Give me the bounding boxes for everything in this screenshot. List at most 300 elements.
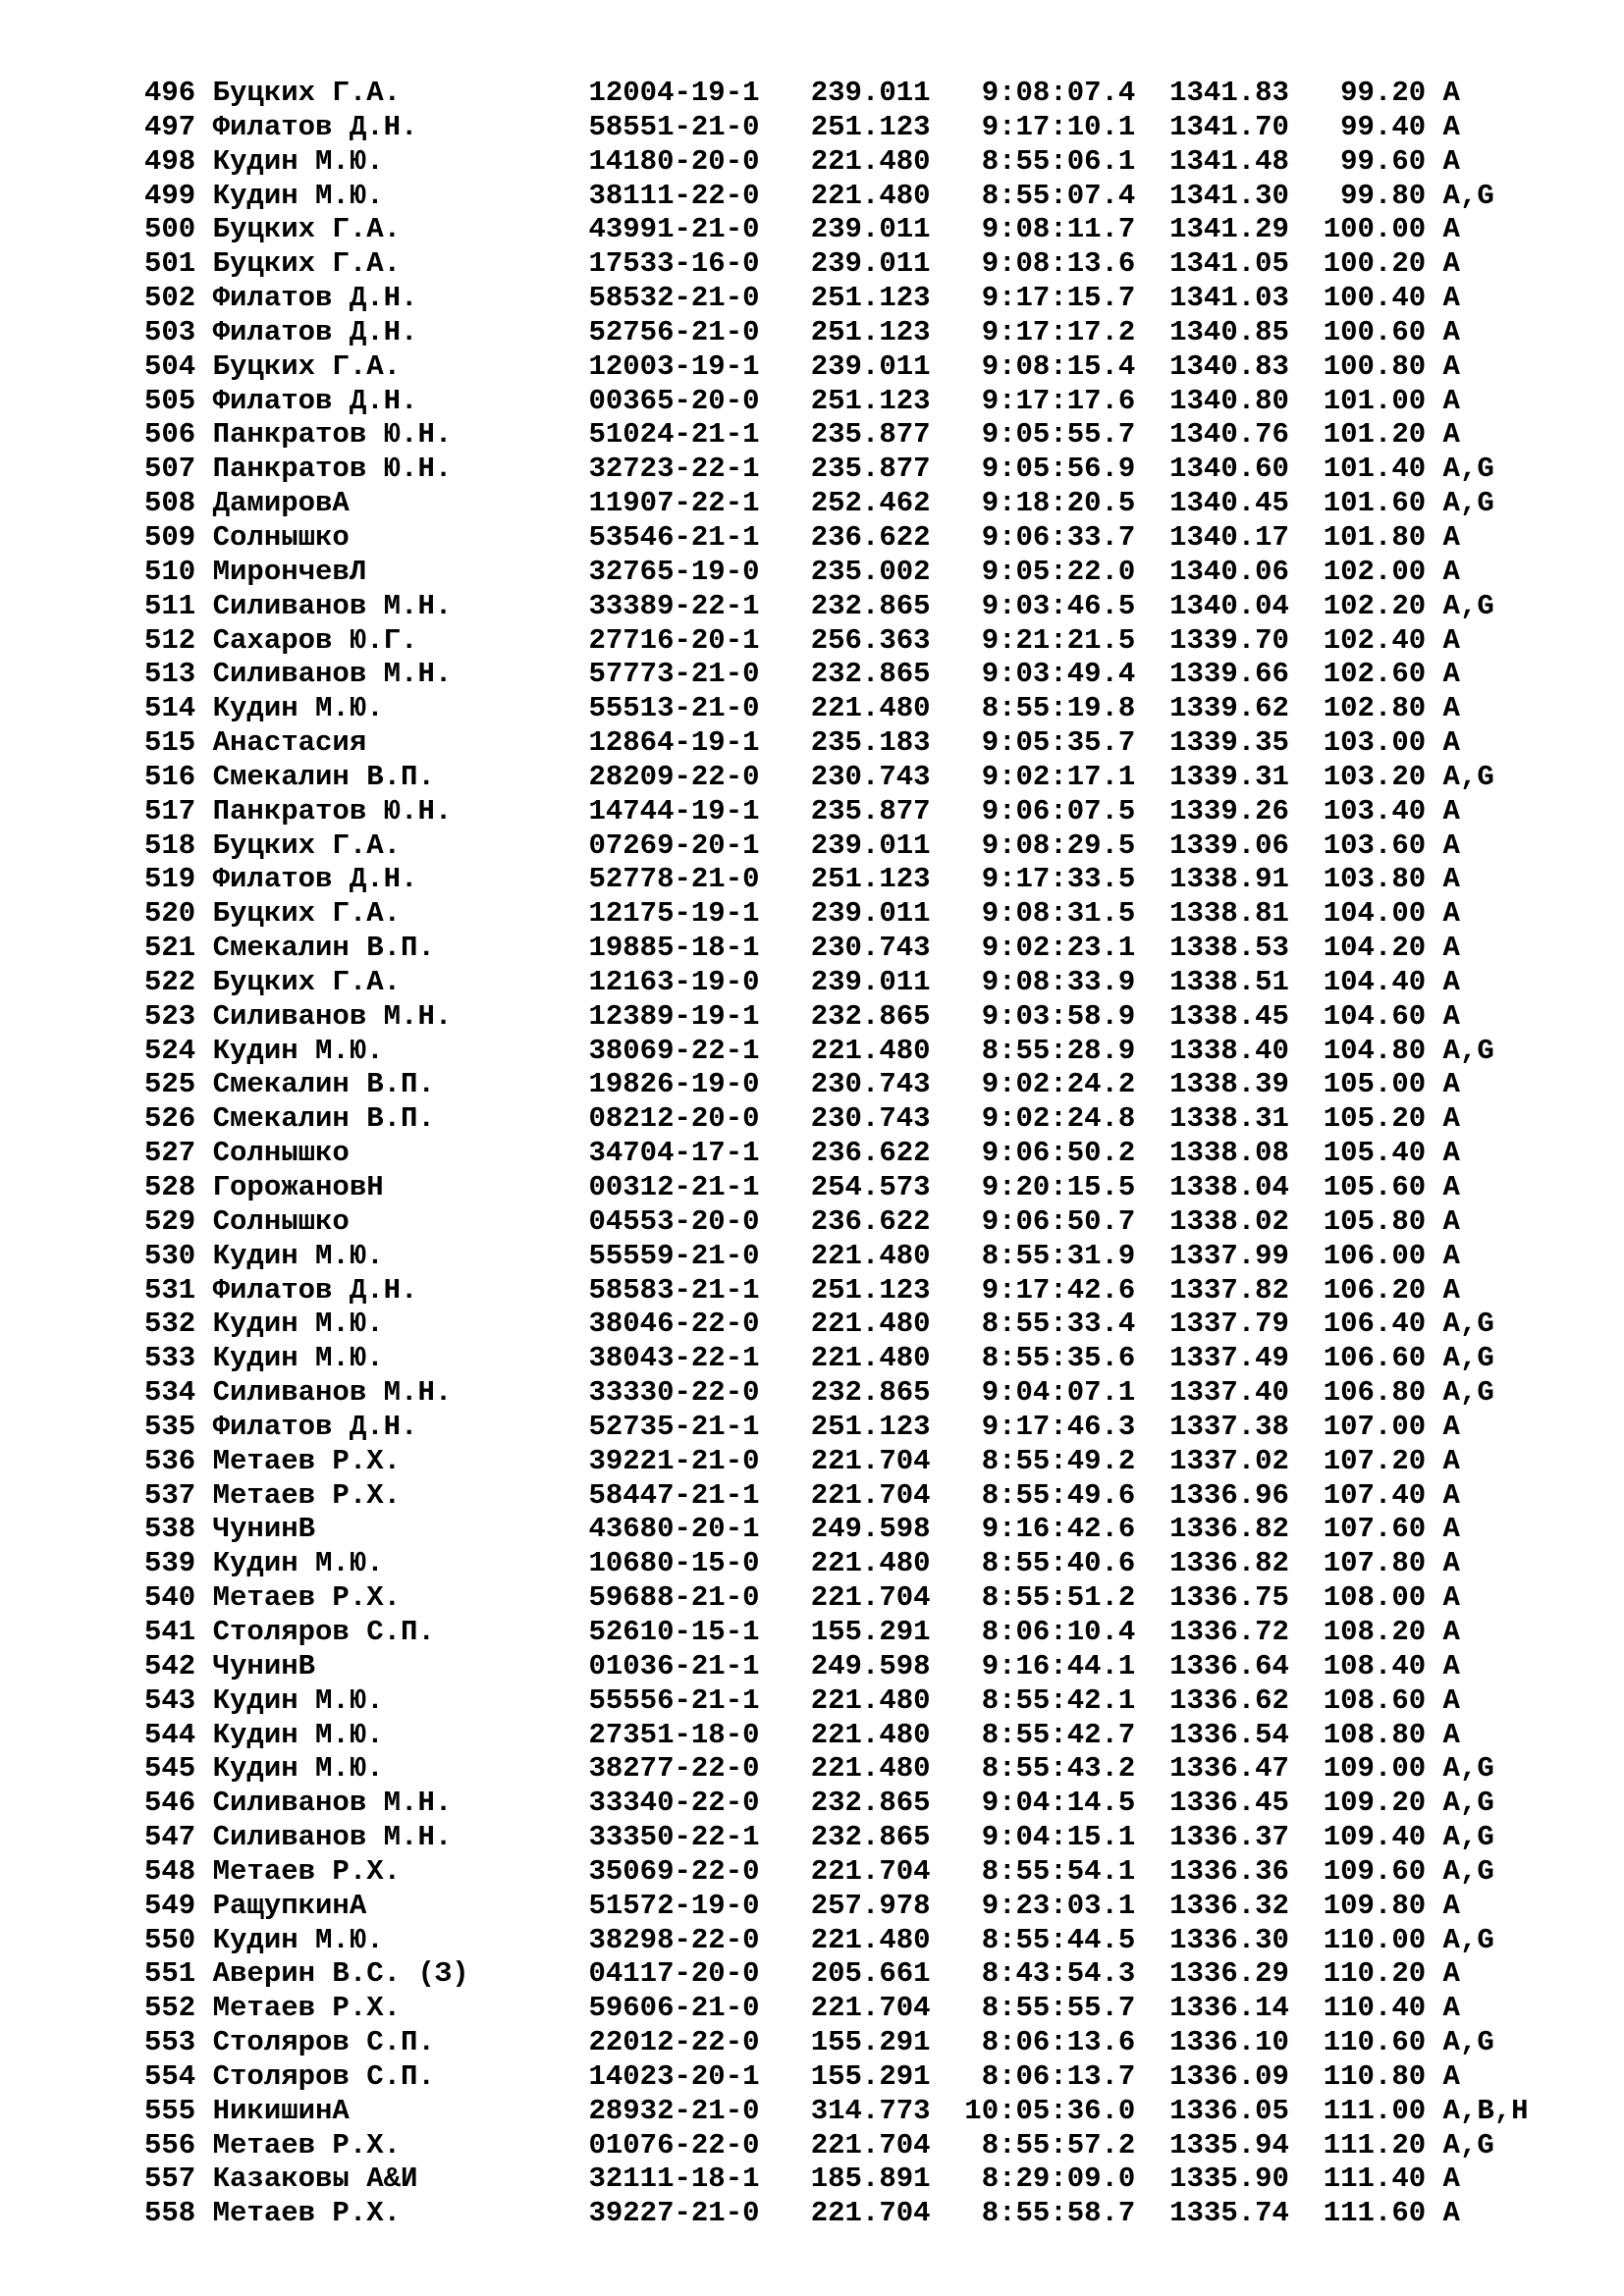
row-distance: 251.123 bbox=[810, 110, 931, 143]
row-distance: 239.011 bbox=[810, 213, 931, 246]
row-speed: 1336.64 bbox=[1169, 1649, 1289, 1682]
row-place: 542 bbox=[144, 1649, 196, 1682]
row-points: 100.80 bbox=[1323, 349, 1427, 383]
row-ring: 19826-19-0 bbox=[588, 1068, 760, 1101]
row-name: Сахаров Ю.Г. bbox=[212, 623, 418, 657]
row-place: 544 bbox=[144, 1718, 196, 1751]
table-row bbox=[144, 180, 1545, 214]
row-name: Панкратов Ю.Н. bbox=[212, 794, 453, 828]
row-flags: A bbox=[1442, 726, 1460, 760]
row-flags: A bbox=[1442, 1171, 1460, 1203]
row-flags: A bbox=[1442, 1410, 1460, 1443]
row-flags: A,G bbox=[1442, 1787, 1494, 1820]
row-flags: A bbox=[1442, 932, 1460, 965]
row-ring: 10680-15-0 bbox=[588, 1547, 760, 1580]
row-flags: A bbox=[1442, 384, 1460, 417]
row-speed: 1340.76 bbox=[1169, 418, 1289, 452]
row-flags: A bbox=[1442, 2059, 1460, 2093]
row-distance: 230.743 bbox=[810, 1068, 931, 1101]
table-row bbox=[144, 2197, 1545, 2231]
table-row bbox=[144, 1308, 1545, 1342]
row-points: 101.60 bbox=[1323, 487, 1427, 520]
row-flags: A bbox=[1442, 623, 1460, 657]
row-flags: A,G bbox=[1442, 2026, 1494, 2059]
row-name: Силиванов М.Н. bbox=[212, 1376, 453, 1410]
row-flags: A bbox=[1442, 1615, 1460, 1648]
row-flags: A bbox=[1442, 418, 1460, 452]
row-ring: 38043-22-1 bbox=[588, 1342, 760, 1375]
row-ring: 32111-18-1 bbox=[588, 2163, 760, 2196]
row-place: 530 bbox=[144, 1239, 196, 1272]
row-points: 107.80 bbox=[1323, 1547, 1427, 1580]
row-name: Кудин М.Ю. bbox=[212, 1718, 384, 1751]
row-points: 101.00 bbox=[1323, 384, 1427, 417]
table-row bbox=[144, 145, 1545, 180]
row-flags: A,G bbox=[1442, 453, 1494, 486]
row-distance: 249.598 bbox=[810, 1649, 931, 1682]
row-place: 499 bbox=[144, 179, 196, 212]
row-place: 528 bbox=[144, 1171, 196, 1203]
row-flags: A bbox=[1442, 1547, 1460, 1580]
row-flags: A bbox=[1442, 1649, 1460, 1682]
row-ring: 58532-21-0 bbox=[588, 282, 760, 315]
table-row bbox=[144, 521, 1545, 556]
row-name: Буцких Г.А. bbox=[212, 349, 402, 383]
row-distance: 221.704 bbox=[810, 1854, 931, 1888]
row-points: 106.80 bbox=[1323, 1376, 1427, 1410]
row-time: 9:08:15.4 bbox=[981, 349, 1136, 383]
row-points: 101.20 bbox=[1323, 418, 1427, 452]
row-ring: 33330-22-0 bbox=[588, 1376, 760, 1410]
row-ring: 22012-22-0 bbox=[588, 2026, 760, 2059]
row-points: 108.40 bbox=[1323, 1649, 1427, 1682]
row-speed: 1338.02 bbox=[1169, 1204, 1289, 1238]
row-place: 515 bbox=[144, 726, 196, 760]
row-points: 105.80 bbox=[1323, 1204, 1427, 1238]
row-ring: 14180-20-0 bbox=[588, 144, 760, 178]
row-points: 106.60 bbox=[1323, 1342, 1427, 1375]
row-speed: 1339.66 bbox=[1169, 658, 1289, 691]
row-time: 9:05:56.9 bbox=[981, 453, 1136, 486]
row-points: 111.60 bbox=[1323, 2197, 1427, 2230]
row-name: Кудин М.Ю. bbox=[212, 1034, 384, 1067]
row-ring: 53546-21-1 bbox=[588, 520, 760, 554]
row-time: 8:55:44.5 bbox=[981, 1923, 1136, 1956]
row-distance: 236.622 bbox=[810, 520, 931, 554]
row-place: 518 bbox=[144, 828, 196, 862]
row-speed: 1336.72 bbox=[1169, 1615, 1289, 1648]
row-flags: A,G bbox=[1442, 1923, 1494, 1956]
row-ring: 28932-21-0 bbox=[588, 2094, 760, 2127]
row-time: 9:06:33.7 bbox=[981, 520, 1136, 554]
row-name: Метаев Р.Х. bbox=[212, 2128, 402, 2162]
table-row bbox=[144, 77, 1545, 111]
row-place: 550 bbox=[144, 1923, 196, 1956]
row-place: 549 bbox=[144, 1889, 196, 1922]
row-flags: A bbox=[1442, 1478, 1460, 1512]
row-ring: 00365-20-0 bbox=[588, 384, 760, 417]
row-place: 553 bbox=[144, 2026, 196, 2059]
row-time: 9:04:07.1 bbox=[981, 1376, 1136, 1410]
row-points: 106.40 bbox=[1323, 1308, 1427, 1341]
row-speed: 1341.03 bbox=[1169, 282, 1289, 315]
row-time: 8:55:49.2 bbox=[981, 1444, 1136, 1477]
row-speed: 1338.51 bbox=[1169, 965, 1289, 998]
row-distance: 221.704 bbox=[810, 2128, 931, 2162]
row-flags: A bbox=[1442, 1273, 1460, 1307]
row-place: 529 bbox=[144, 1204, 196, 1238]
row-speed: 1340.60 bbox=[1169, 453, 1289, 486]
table-row bbox=[144, 692, 1545, 726]
row-ring: 14744-19-1 bbox=[588, 794, 760, 828]
row-time: 9:04:14.5 bbox=[981, 1787, 1136, 1820]
row-points: 109.00 bbox=[1323, 1752, 1427, 1786]
row-time: 8:06:13.7 bbox=[981, 2059, 1136, 2093]
row-flags: A bbox=[1442, 315, 1460, 348]
row-flags: A bbox=[1442, 77, 1460, 109]
row-time: 8:55:55.7 bbox=[981, 1992, 1136, 2025]
row-speed: 1340.17 bbox=[1169, 520, 1289, 554]
row-points: 109.60 bbox=[1323, 1854, 1427, 1888]
row-name: ГорожановН bbox=[212, 1171, 384, 1203]
row-distance: 221.480 bbox=[810, 1683, 931, 1717]
row-place: 520 bbox=[144, 897, 196, 931]
row-name: Кудин М.Ю. bbox=[212, 144, 384, 178]
row-flags: A bbox=[1442, 1957, 1460, 1991]
row-distance: 249.598 bbox=[810, 1513, 931, 1546]
row-speed: 1336.30 bbox=[1169, 1923, 1289, 1956]
table-row bbox=[144, 1890, 1545, 1924]
row-distance: 257.978 bbox=[810, 1889, 931, 1922]
row-points: 111.20 bbox=[1323, 2128, 1427, 2162]
row-distance: 251.123 bbox=[810, 384, 931, 417]
row-place: 554 bbox=[144, 2059, 196, 2093]
row-speed: 1336.45 bbox=[1169, 1787, 1289, 1820]
row-speed: 1339.26 bbox=[1169, 794, 1289, 828]
row-distance: 230.743 bbox=[810, 1102, 931, 1136]
row-speed: 1338.40 bbox=[1169, 1034, 1289, 1067]
row-speed: 1336.05 bbox=[1169, 2094, 1289, 2127]
row-points: 104.40 bbox=[1323, 965, 1427, 998]
row-distance: 221.704 bbox=[810, 1444, 931, 1477]
row-name: Кудин М.Ю. bbox=[212, 1547, 384, 1580]
row-flags: A,B,H bbox=[1442, 2094, 1529, 2127]
row-ring: 38111-22-0 bbox=[588, 179, 760, 212]
row-distance: 251.123 bbox=[810, 1410, 931, 1443]
table-row bbox=[144, 1855, 1545, 1890]
row-ring: 12003-19-1 bbox=[588, 349, 760, 383]
row-flags: A bbox=[1442, 1683, 1460, 1717]
row-distance: 239.011 bbox=[810, 897, 931, 931]
row-place: 539 bbox=[144, 1547, 196, 1580]
table-row bbox=[144, 2026, 1545, 2060]
row-name: Филатов Д.Н. bbox=[212, 1273, 418, 1307]
row-speed: 1340.04 bbox=[1169, 589, 1289, 622]
row-speed: 1339.35 bbox=[1169, 726, 1289, 760]
row-ring: 38069-22-1 bbox=[588, 1034, 760, 1067]
row-name: Кудин М.Ю. bbox=[212, 692, 384, 725]
row-place: 519 bbox=[144, 863, 196, 896]
row-name: Метаев Р.Х. bbox=[212, 1854, 402, 1888]
row-time: 9:17:17.6 bbox=[981, 384, 1136, 417]
row-points: 102.40 bbox=[1323, 623, 1427, 657]
row-time: 9:23:03.1 bbox=[981, 1889, 1136, 1922]
row-flags: A bbox=[1442, 1137, 1460, 1170]
row-time: 8:55:33.4 bbox=[981, 1308, 1136, 1341]
row-distance: 239.011 bbox=[810, 965, 931, 998]
row-points: 102.00 bbox=[1323, 555, 1427, 588]
row-place: 558 bbox=[144, 2197, 196, 2230]
row-ring: 07269-20-1 bbox=[588, 828, 760, 862]
row-time: 8:55:06.1 bbox=[981, 144, 1136, 178]
row-points: 102.60 bbox=[1323, 658, 1427, 691]
row-ring: 33340-22-0 bbox=[588, 1787, 760, 1820]
row-speed: 1335.94 bbox=[1169, 2128, 1289, 2162]
row-points: 110.20 bbox=[1323, 1957, 1427, 1991]
row-flags: A bbox=[1442, 1102, 1460, 1136]
row-name: Метаев Р.Х. bbox=[212, 2197, 402, 2230]
row-points: 101.40 bbox=[1323, 453, 1427, 486]
table-row bbox=[144, 1616, 1545, 1650]
row-distance: 239.011 bbox=[810, 77, 931, 109]
row-distance: 221.480 bbox=[810, 1923, 931, 1956]
table-row bbox=[144, 1411, 1545, 1445]
row-place: 525 bbox=[144, 1068, 196, 1101]
table-row bbox=[144, 932, 1545, 966]
row-distance: 256.363 bbox=[810, 623, 931, 657]
row-points: 109.40 bbox=[1323, 1821, 1427, 1854]
row-flags: A bbox=[1442, 520, 1460, 554]
row-ring: 35069-22-0 bbox=[588, 1854, 760, 1888]
table-row bbox=[144, 556, 1545, 590]
row-place: 502 bbox=[144, 282, 196, 315]
row-points: 104.20 bbox=[1323, 932, 1427, 965]
table-row bbox=[144, 795, 1545, 829]
row-flags: A bbox=[1442, 828, 1460, 862]
row-time: 8:55:31.9 bbox=[981, 1239, 1136, 1272]
row-points: 100.60 bbox=[1323, 315, 1427, 348]
row-place: 522 bbox=[144, 965, 196, 998]
row-flags: A bbox=[1442, 1581, 1460, 1615]
table-row bbox=[144, 247, 1545, 282]
row-time: 9:02:24.2 bbox=[981, 1068, 1136, 1101]
row-time: 9:17:15.7 bbox=[981, 282, 1136, 315]
row-place: 541 bbox=[144, 1615, 196, 1648]
row-points: 111.00 bbox=[1323, 2094, 1427, 2127]
row-time: 9:04:15.1 bbox=[981, 1821, 1136, 1854]
row-flags: A bbox=[1442, 555, 1460, 588]
row-ring: 01036-21-1 bbox=[588, 1649, 760, 1682]
row-points: 109.80 bbox=[1323, 1889, 1427, 1922]
table-row bbox=[144, 1102, 1545, 1137]
row-ring: 51572-19-0 bbox=[588, 1889, 760, 1922]
table-row bbox=[144, 590, 1545, 624]
row-time: 8:43:54.3 bbox=[981, 1957, 1136, 1991]
row-speed: 1336.96 bbox=[1169, 1478, 1289, 1512]
row-time: 8:55:07.4 bbox=[981, 179, 1136, 212]
table-row bbox=[144, 1924, 1545, 1958]
row-flags: A bbox=[1442, 1239, 1460, 1272]
row-place: 511 bbox=[144, 589, 196, 622]
row-place: 545 bbox=[144, 1752, 196, 1786]
table-row bbox=[144, 1957, 1545, 1992]
row-name: Кудин М.Ю. bbox=[212, 179, 384, 212]
row-name: МирончевЛ bbox=[212, 555, 367, 588]
row-distance: 221.704 bbox=[810, 1992, 931, 2025]
row-name: РащупкинА bbox=[212, 1889, 367, 1922]
row-name: НикишинА bbox=[212, 2094, 350, 2127]
row-distance: 221.480 bbox=[810, 1547, 931, 1580]
row-name: Буцких Г.А. bbox=[212, 828, 402, 862]
row-speed: 1341.83 bbox=[1169, 77, 1289, 109]
row-ring: 39221-21-0 bbox=[588, 1444, 760, 1477]
row-speed: 1338.08 bbox=[1169, 1137, 1289, 1170]
row-place: 540 bbox=[144, 1581, 196, 1615]
row-time: 9:05:35.7 bbox=[981, 726, 1136, 760]
row-distance: 232.865 bbox=[810, 1821, 931, 1854]
row-distance: 221.480 bbox=[810, 1342, 931, 1375]
row-points: 105.20 bbox=[1323, 1102, 1427, 1136]
row-ring: 08212-20-0 bbox=[588, 1102, 760, 1136]
row-speed: 1339.62 bbox=[1169, 692, 1289, 725]
row-ring: 43991-21-0 bbox=[588, 213, 760, 246]
row-time: 8:29:09.0 bbox=[981, 2163, 1136, 2196]
row-ring: 11907-22-1 bbox=[588, 487, 760, 520]
row-name: ЧунинВ bbox=[212, 1649, 316, 1682]
row-points: 103.60 bbox=[1323, 828, 1427, 862]
row-points: 103.80 bbox=[1323, 863, 1427, 896]
row-ring: 58551-21-0 bbox=[588, 110, 760, 143]
row-name: Метаев Р.Х. bbox=[212, 1444, 402, 1477]
table-row bbox=[144, 1992, 1545, 2026]
row-name: Филатов Д.Н. bbox=[212, 282, 418, 315]
table-row bbox=[144, 1821, 1545, 1855]
row-time: 8:55:58.7 bbox=[981, 2197, 1136, 2230]
table-row bbox=[144, 213, 1545, 247]
row-place: 548 bbox=[144, 1854, 196, 1888]
row-place: 537 bbox=[144, 1478, 196, 1512]
row-time: 8:55:28.9 bbox=[981, 1034, 1136, 1067]
row-ring: 12004-19-1 bbox=[588, 77, 760, 109]
row-place: 546 bbox=[144, 1787, 196, 1820]
row-points: 104.00 bbox=[1323, 897, 1427, 931]
row-speed: 1336.29 bbox=[1169, 1957, 1289, 1991]
row-place: 504 bbox=[144, 349, 196, 383]
row-points: 107.40 bbox=[1323, 1478, 1427, 1512]
row-points: 107.60 bbox=[1323, 1513, 1427, 1546]
table-row bbox=[144, 418, 1545, 453]
row-flags: A,G bbox=[1442, 1034, 1494, 1067]
row-time: 9:08:11.7 bbox=[981, 213, 1136, 246]
row-points: 99.60 bbox=[1340, 144, 1427, 178]
row-distance: 221.480 bbox=[810, 144, 931, 178]
table-row bbox=[144, 1274, 1545, 1308]
row-points: 105.40 bbox=[1323, 1137, 1427, 1170]
table-row bbox=[144, 2129, 1545, 2163]
row-time: 8:55:54.1 bbox=[981, 1854, 1136, 1888]
row-flags: A bbox=[1442, 2197, 1460, 2230]
row-place: 508 bbox=[144, 487, 196, 520]
row-speed: 1341.30 bbox=[1169, 179, 1289, 212]
row-distance: 230.743 bbox=[810, 760, 931, 793]
row-flags: A bbox=[1442, 794, 1460, 828]
row-flags: A bbox=[1442, 1204, 1460, 1238]
row-flags: A,G bbox=[1442, 487, 1494, 520]
row-speed: 1336.36 bbox=[1169, 1854, 1289, 1888]
row-place: 514 bbox=[144, 692, 196, 725]
row-distance: 221.480 bbox=[810, 1752, 931, 1786]
row-time: 9:06:50.2 bbox=[981, 1137, 1136, 1170]
row-points: 106.00 bbox=[1323, 1239, 1427, 1272]
row-distance: 232.865 bbox=[810, 999, 931, 1033]
row-time: 9:18:20.5 bbox=[981, 487, 1136, 520]
row-name: Кудин М.Ю. bbox=[212, 1923, 384, 1956]
row-flags: A bbox=[1442, 1718, 1460, 1751]
row-speed: 1335.90 bbox=[1169, 2163, 1289, 2196]
row-points: 102.20 bbox=[1323, 589, 1427, 622]
row-points: 107.20 bbox=[1323, 1444, 1427, 1477]
table-row bbox=[144, 1000, 1545, 1035]
row-ring: 00312-21-1 bbox=[588, 1171, 760, 1203]
row-time: 8:55:42.1 bbox=[981, 1683, 1136, 1717]
row-ring: 28209-22-0 bbox=[588, 760, 760, 793]
row-distance: 236.622 bbox=[810, 1137, 931, 1170]
row-distance: 221.480 bbox=[810, 692, 931, 725]
row-distance: 235.877 bbox=[810, 794, 931, 828]
row-ring: 33350-22-1 bbox=[588, 1821, 760, 1854]
row-name: Силиванов М.Н. bbox=[212, 658, 453, 691]
row-place: 517 bbox=[144, 794, 196, 828]
table-row bbox=[144, 1479, 1545, 1514]
row-points: 99.20 bbox=[1340, 77, 1427, 109]
row-speed: 1338.31 bbox=[1169, 1102, 1289, 1136]
row-place: 505 bbox=[144, 384, 196, 417]
row-speed: 1338.04 bbox=[1169, 1171, 1289, 1203]
table-row bbox=[144, 1068, 1545, 1102]
row-name: Кудин М.Ю. bbox=[212, 1342, 384, 1375]
row-time: 9:08:33.9 bbox=[981, 965, 1136, 998]
row-speed: 1337.99 bbox=[1169, 1239, 1289, 1272]
row-name: Буцких Г.А. bbox=[212, 897, 402, 931]
row-flags: A bbox=[1442, 1513, 1460, 1546]
row-time: 9:03:49.4 bbox=[981, 658, 1136, 691]
row-distance: 235.877 bbox=[810, 418, 931, 452]
row-ring: 27351-18-0 bbox=[588, 1718, 760, 1751]
row-place: 501 bbox=[144, 247, 196, 281]
table-row bbox=[144, 453, 1545, 487]
row-flags: A bbox=[1442, 897, 1460, 931]
row-speed: 1338.81 bbox=[1169, 897, 1289, 931]
row-name: Столяров С.П. bbox=[212, 1615, 435, 1648]
row-place: 556 bbox=[144, 2128, 196, 2162]
row-place: 500 bbox=[144, 213, 196, 246]
table-row bbox=[144, 1684, 1545, 1719]
row-distance: 185.891 bbox=[810, 2163, 931, 2196]
row-speed: 1336.62 bbox=[1169, 1683, 1289, 1717]
row-distance: 221.480 bbox=[810, 179, 931, 212]
row-speed: 1337.82 bbox=[1169, 1273, 1289, 1307]
row-name: Филатов Д.Н. bbox=[212, 384, 418, 417]
row-name: Панкратов Ю.Н. bbox=[212, 418, 453, 452]
row-speed: 1337.40 bbox=[1169, 1376, 1289, 1410]
row-ring: 32765-19-0 bbox=[588, 555, 760, 588]
table-row bbox=[144, 1787, 1545, 1821]
row-distance: 232.865 bbox=[810, 1376, 931, 1410]
row-points: 109.20 bbox=[1323, 1787, 1427, 1820]
row-name: Смекалин В.П. bbox=[212, 932, 435, 965]
table-row bbox=[144, 1581, 1545, 1616]
row-name: Филатов Д.Н. bbox=[212, 1410, 418, 1443]
